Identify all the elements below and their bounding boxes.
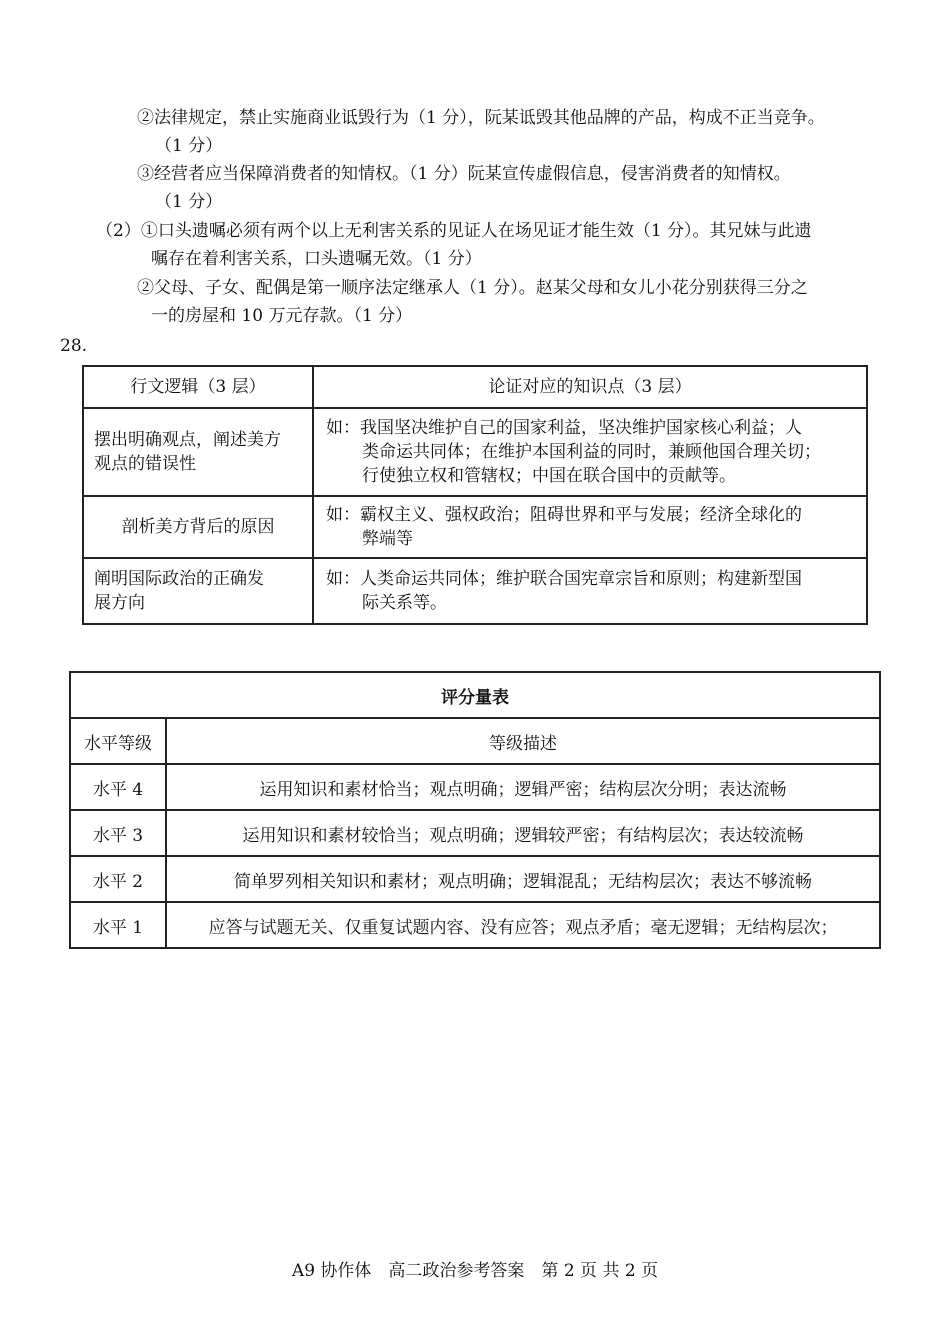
logic-cell-line: 摆出明确观点，阐述美方 (94, 430, 281, 450)
logic-cell-line: 剖析美方背后的原因 (121, 517, 275, 537)
page-footer: A9 协作体 高二政治参考答案 第 2 页 共 2 页 (291, 1261, 659, 1281)
rubric-desc: 简单罗列相关知识和素材；观点明确；逻辑混乱；无结构层次；表达不够流畅 (166, 856, 880, 902)
table-row (83, 408, 867, 496)
rubric-level: 水平 3 (70, 810, 166, 856)
answer-item-3-line2: （1 分） (155, 192, 223, 212)
table-row (83, 496, 867, 558)
rubric-desc: 运用知识和素材较恰当；观点明确；逻辑较严密；有结构层次；表达较流畅 (166, 810, 880, 856)
logic-cell-line: 展方向 (94, 593, 145, 613)
table-row (70, 902, 880, 948)
knowledge-cell-line: 类命运共同体；在维护本国利益的同时，兼顾他国合理关切； (362, 442, 821, 462)
answer-item-2-line2: （1 分） (155, 136, 223, 156)
logic-cell-line: 阐明国际政治的正确发 (94, 569, 264, 589)
knowledge-cell (313, 558, 867, 624)
answer-q2-item-1-line1: （2）①口头遗嘱必须有两个以上无利害关系的见证人在场见证才能生效（1 分）。其兄妹与此遗 (96, 221, 812, 241)
logic-cell (83, 408, 313, 496)
knowledge-cell-line: 际关系等。 (362, 593, 447, 613)
rubric-header-desc: 等级描述 (166, 718, 880, 764)
rubric-title: 评分量表 (70, 672, 880, 718)
knowledge-cell (313, 496, 867, 558)
answer-q2-item-1-line2: 嘱存在着利害关系，口头遗嘱无效。（1 分） (151, 249, 482, 269)
logic-cell-line: 观点的错误性 (94, 454, 196, 474)
answer-item-3-line1: ③经营者应当保障消费者的知情权。（1 分）阮某宣传虚假信息，侵害消费者的知情权。 (137, 164, 791, 184)
logic-table-header-col1: 行文逻辑（3 层） (83, 366, 313, 408)
knowledge-cell-line: 如：霸权主义、强权政治；阻碍世界和平与发展；经济全球化的 (326, 505, 802, 525)
knowledge-cell-line: 行使独立权和管辖权；中国在联合国中的贡献等。 (362, 466, 736, 486)
rubric-header-level: 水平等级 (70, 718, 166, 764)
answer-q2-item-2-line1: ②父母、子女、配偶是第一顺序法定继承人（1 分）。赵某父母和女儿小花分别获得三分之 (137, 278, 808, 298)
knowledge-cell-line: 弊端等 (362, 529, 413, 549)
answer-q2-item-2-line2: 一的房屋和 10 万元存款。（1 分） (151, 306, 413, 326)
rubric-level: 水平 1 (70, 902, 166, 948)
knowledge-cell-line: 如：我国坚决维护自己的国家利益，坚决维护国家核心利益；人 (326, 418, 802, 438)
question-28-label: 28. (60, 336, 88, 356)
rubric-header (70, 718, 880, 764)
knowledge-cell-line: 如：人类命运共同体；维护联合国宪章宗旨和原则；构建新型国 (326, 569, 802, 589)
rubric-desc: 运用知识和素材恰当；观点明确；逻辑严密；结构层次分明；表达流畅 (166, 764, 880, 810)
table-row (70, 810, 880, 856)
table-row (70, 764, 880, 810)
rubric-level: 水平 2 (70, 856, 166, 902)
answer-item-2-line1: ②法律规定，禁止实施商业诋毁行为（1 分），阮某诋毁其他品牌的产品，构成不正当竞争。 (137, 108, 825, 128)
logic-cell (83, 496, 313, 558)
logic-table-header-col2: 论证对应的知识点（3 层） (313, 366, 867, 408)
table-row (83, 558, 867, 624)
rubric-level: 水平 4 (70, 764, 166, 810)
knowledge-cell (313, 408, 867, 496)
logic-cell (83, 558, 313, 624)
logic-table-header (83, 366, 867, 408)
table-row (70, 856, 880, 902)
rubric-desc: 应答与试题无关、仅重复试题内容、没有应答；观点矛盾；毫无逻辑；无结构层次； (166, 902, 880, 948)
rubric-table (69, 671, 881, 949)
logic-table (82, 365, 868, 625)
